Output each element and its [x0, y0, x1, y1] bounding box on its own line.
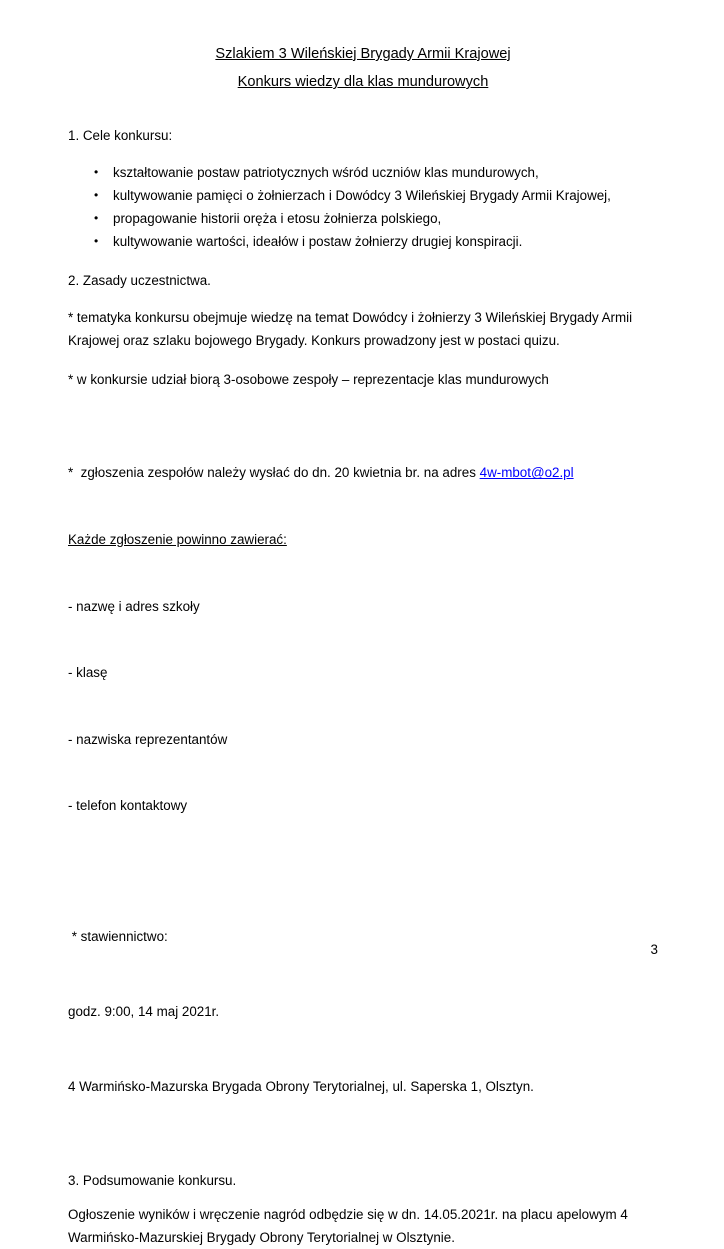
- requirements-heading: Każde zgłoszenie powinno zawierać:: [68, 532, 287, 548]
- list-item-text: kształtowanie postaw patriotycznych wśród uczniów klas mundurowych,: [113, 165, 539, 180]
- goals-list: [68, 161, 658, 253]
- bullet-icon: •: [94, 188, 99, 202]
- document-title-line2: Konkurs wiedzy dla klas mundurowych: [237, 74, 489, 90]
- paragraph-theme: * tematyka konkursu obejmuje wiedzę na temat Dowódcy i żołnierzy 3 Wileńskiej Brygady Armii Krajowej oraz szlaku bojowego Brygady. Konkurs prowadzony jest w postaci quizu.: [68, 310, 633, 348]
- page-number: 3: [650, 942, 658, 957]
- list-item-text: kultywowanie wartości, ideałów i postaw żołnierzy drugiej konspiracji.: [113, 234, 523, 249]
- bullet-icon: •: [94, 165, 99, 179]
- bullet-icon: •: [94, 234, 99, 248]
- list-item-text: kultywowanie pamięci o żołnierzach i Dowódcy 3 Wileńskiej Brygady Armii Krajowej,: [113, 188, 611, 203]
- document-title-line1: Szlakiem 3 Wileńskiej Brygady Armii Krajowej: [215, 46, 511, 62]
- list-item-text: propagowanie historii oręża i etosu żołnierza polskiego,: [113, 211, 442, 226]
- requirement-item: - telefon kontaktowy: [68, 798, 188, 814]
- attendance-time: godz. 9:00, 14 maj 2021r.: [68, 1004, 220, 1020]
- section-heading-rules: 2. Zasady uczestnictwa.: [68, 273, 211, 288]
- bullet-icon: •: [94, 211, 99, 225]
- requirement-item: - klasę: [68, 665, 108, 681]
- section-heading-goals: 1. Cele konkursu:: [68, 128, 173, 143]
- registration-line: [68, 462, 658, 484]
- registration-text: * zgłoszenia zespołów należy wysłać do dn. 20 kwietnia br. na adres: [68, 465, 480, 481]
- paragraph-summary: Ogłoszenie wyników i wręczenie nagród odbędzie się w dn. 14.05.2021r. na placu apelowym 4 Warmińsko-Mazurskiej Brygady Obrony Terytorialnej w Olsztynie.: [68, 1207, 628, 1246]
- list-item: [68, 161, 658, 184]
- section-heading-summary: 3. Podsumowanie konkursu.: [68, 1173, 237, 1189]
- registration-block: [68, 418, 658, 862]
- paragraph-teams: * w konkursie udział biorą 3-osobowe zespoły – reprezentacje klas mundurowych: [68, 372, 549, 387]
- requirement-item: - nazwę i adres szkoły: [68, 598, 200, 614]
- attendance-heading: * stawiennictwo:: [68, 929, 168, 945]
- list-item: [68, 207, 658, 230]
- list-item: [68, 230, 658, 253]
- list-item: [68, 184, 658, 207]
- attendance-block: [68, 874, 658, 1149]
- title-block: [68, 46, 658, 90]
- attendance-place: 4 Warmińsko-Mazurska Brygada Obrony Terytorialnej, ul. Saperska 1, Olsztyn.: [68, 1079, 534, 1095]
- requirement-item: - nazwiska reprezentantów: [68, 731, 228, 747]
- email-link[interactable]: 4w-mbot@o2.pl: [479, 465, 574, 481]
